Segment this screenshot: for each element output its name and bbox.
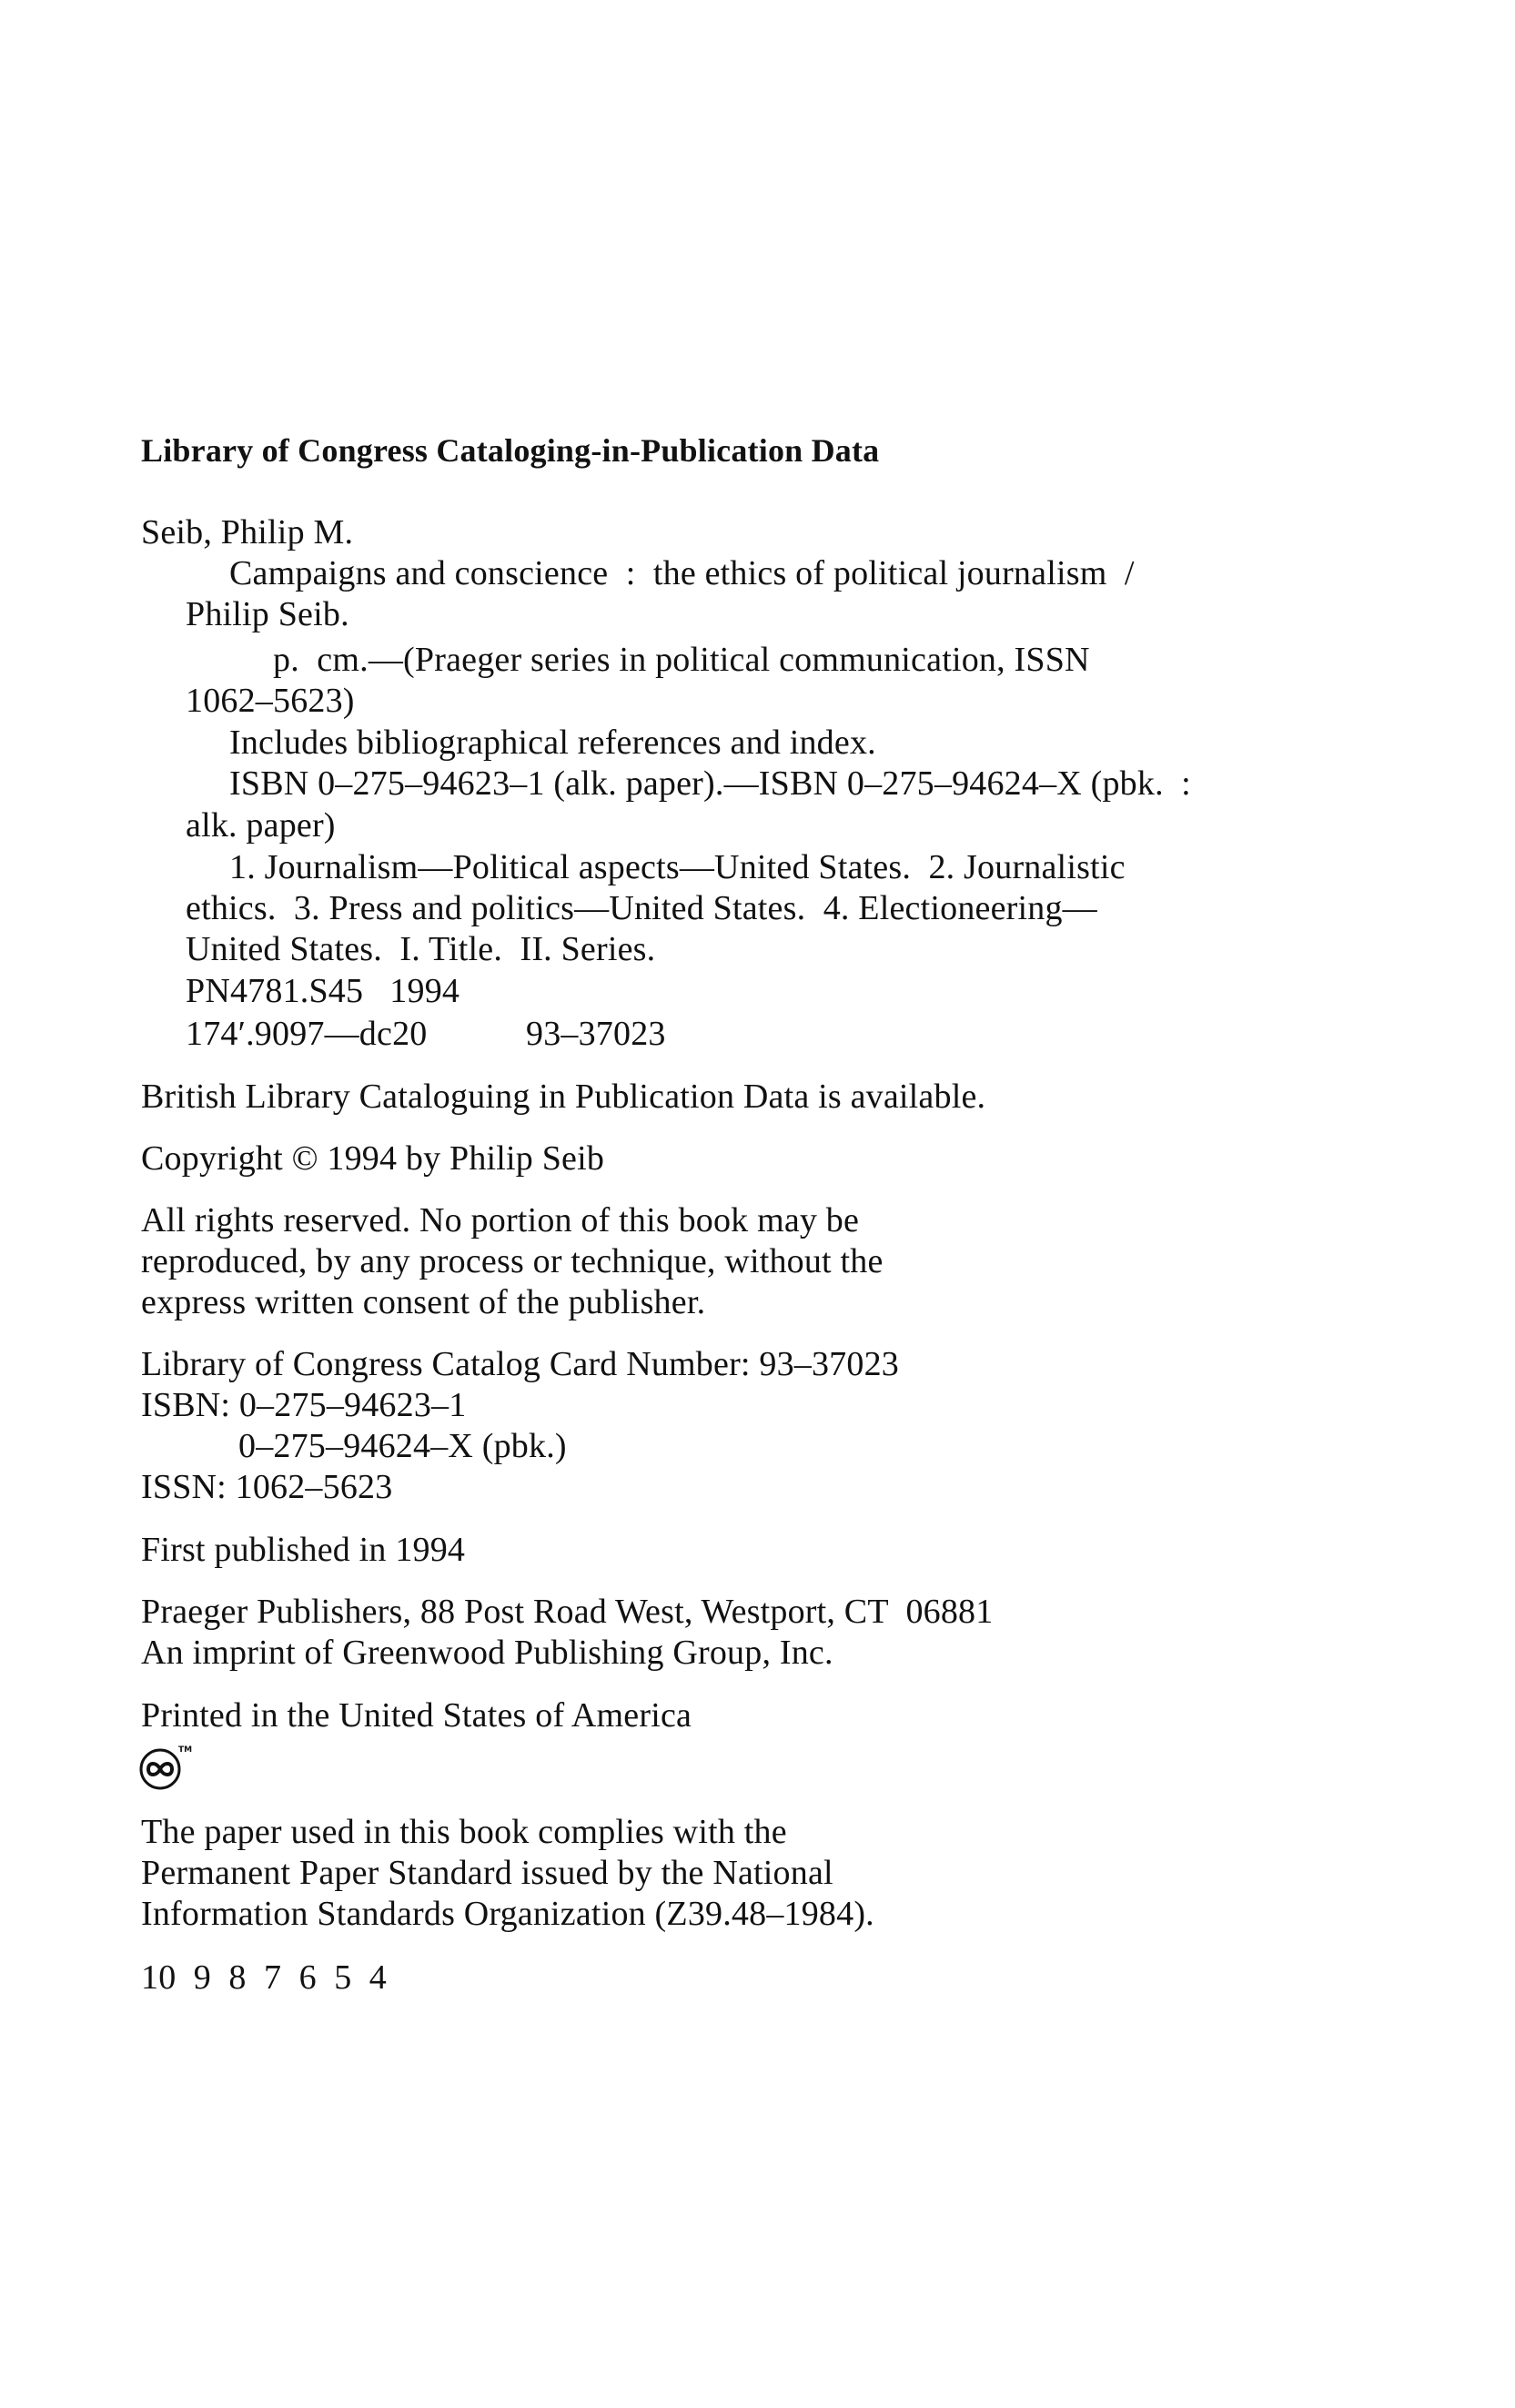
cip-heading: Library of Congress Cataloging-in-Publication Data xyxy=(141,432,880,469)
rights-line3: express written consent of the publisher. xyxy=(141,1283,706,1321)
issn-line: ISSN: 1062–5623 xyxy=(141,1468,393,1506)
cip-title-line2: Philip Seib. xyxy=(186,595,349,633)
cip-includes: Includes bibliographical references and index. xyxy=(229,723,876,762)
cip-subjects-line2: ethics. 3. Press and politics—United States. 4. Electioneering— xyxy=(186,889,1097,927)
cip-subjects-line1: 1. Journalism—Political aspects—United States. 2. Journalistic xyxy=(229,848,1126,886)
paper-notice-line2: Permanent Paper Standard issued by the National xyxy=(141,1854,833,1892)
rights-line1: All rights reserved. No portion of this book may be xyxy=(141,1201,860,1239)
cip-isbn-line1: ISBN 0–275–94623–1 (alk. paper).—ISBN 0–275–94624–X (pbk. : xyxy=(229,764,1191,803)
cip-lc-class: PN4781.S45 1994 xyxy=(186,972,460,1010)
publisher-line2: An imprint of Greenwood Publishing Group, Inc. xyxy=(141,1634,833,1672)
cip-subjects-line3: United States. I. Title. II. Series. xyxy=(186,930,656,968)
printing-number-line: 10 9 8 7 6 5 4 xyxy=(141,1958,387,1997)
cip-author: Seib, Philip M. xyxy=(141,513,354,551)
copyright-line: Copyright © 1994 by Philip Seib xyxy=(141,1139,605,1178)
cip-series-line2: 1062–5623) xyxy=(186,682,355,720)
publisher-line1: Praeger Publishers, 88 Post Road West, Westport, CT 06881 xyxy=(141,1593,994,1631)
svg-text:TM: TM xyxy=(178,1745,193,1755)
british-library-notice: British Library Cataloguing in Publication Data is available. xyxy=(141,1078,986,1116)
lccn-line: Library of Congress Catalog Card Number: 93–37023 xyxy=(141,1345,899,1383)
cip-isbn-line2: alk. paper) xyxy=(186,806,336,845)
isbn-line1: ISBN: 0–275–94623–1 xyxy=(141,1386,467,1424)
paper-notice-line3: Information Standards Organization (Z39.48–1984). xyxy=(141,1895,874,1933)
first-published: First published in 1994 xyxy=(141,1531,466,1569)
paper-notice-line1: The paper used in this book complies with the xyxy=(141,1813,787,1851)
cip-dewey: 174′.9097—dc20 xyxy=(186,1015,428,1053)
rights-line2: reproduced, by any process or technique, without the xyxy=(141,1242,884,1280)
cip-title-line1: Campaigns and conscience : the ethics of political journalism / xyxy=(229,554,1135,592)
infinity-circle-permanent-paper-icon xyxy=(138,1740,193,1795)
isbn-line2: 0–275–94624–X (pbk.) xyxy=(238,1427,567,1465)
printed-in: Printed in the United States of America xyxy=(141,1696,692,1735)
cip-series-line1: p. cm.—(Praeger series in political communication, ISSN xyxy=(273,641,1090,679)
cip-lccn: 93–37023 xyxy=(526,1015,666,1053)
